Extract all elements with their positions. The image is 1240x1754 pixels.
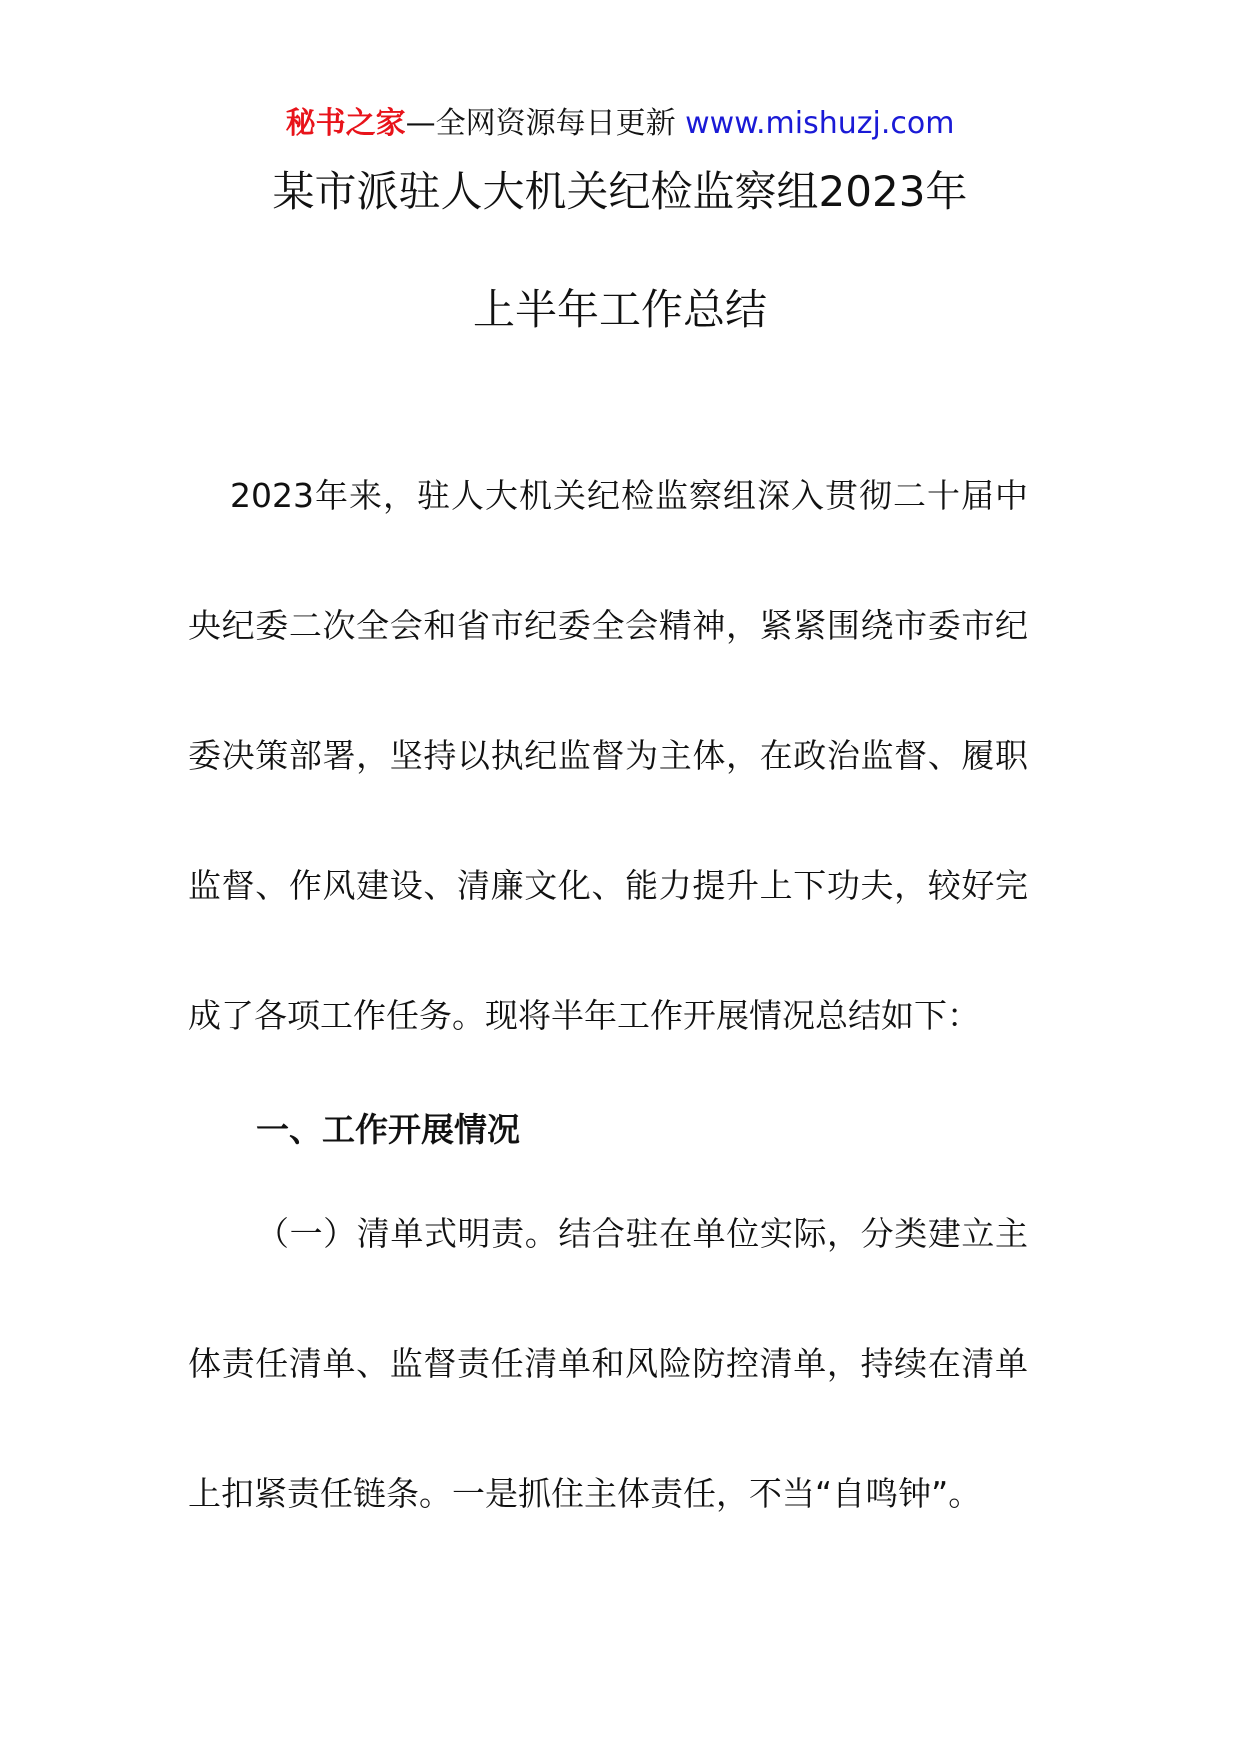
header-tagline: —全网资源每日更新 — [405, 106, 676, 141]
body-text-line: （一）清单式明责。结合驻在单位实际，分类建立主 — [256, 1214, 1028, 1253]
site-url-link[interactable]: www.mishuzj.com — [685, 106, 955, 141]
body-text-line: 成了各项工作任务。现将半年工作开展情况总结如下： — [188, 996, 980, 1035]
body-text-line: 央纪委二次全会和省市纪委全会精神，紧紧围绕市委市纪 — [188, 606, 1028, 645]
brand-name: 秘书之家 — [285, 106, 406, 141]
document-title-line-1: 某市派驻人大机关纪检监察组2023年 — [272, 167, 968, 216]
body-text-line: 监督、作风建设、清廉文化、能力提升上下功夫，较好完 — [188, 866, 1028, 905]
site-header — [0, 104, 1240, 144]
body-text-line: 委决策部署，坚持以执纪监督为主体，在政治监督、履职 — [188, 736, 1028, 775]
body-text-line: 体责任清单、监督责任清单和风险防控清单，持续在清单 — [188, 1344, 1028, 1383]
body-text-line: 上扣紧责任链条。一是抓住主体责任，不当“自鸣钟”。 — [188, 1474, 982, 1513]
section-heading: 一、工作开展情况 — [256, 1110, 520, 1149]
body-text-line: 2023年来，驻人大机关纪检监察组深入贯彻二十届中 — [230, 476, 1028, 515]
document-title-line-2: 上半年工作总结 — [472, 285, 767, 334]
